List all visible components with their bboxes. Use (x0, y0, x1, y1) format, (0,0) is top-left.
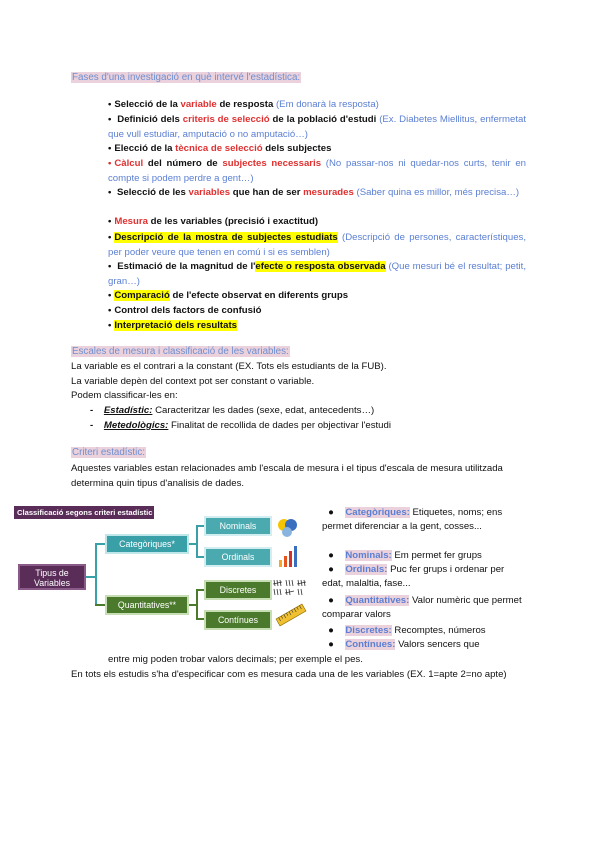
list-item: - Estadístic: Caracteritzar les dades (sexe, edat, antecedents…) (90, 405, 375, 416)
ordinal-box: Ordinals (204, 547, 272, 567)
discrete-box: Discretes (204, 580, 272, 600)
quantitative-box: Quantitatives** (105, 595, 189, 615)
list-item: • Mesura de les variables (precisió i exactitud) (108, 216, 319, 227)
list-item: ● Nominals: Em permet fer grups (328, 550, 482, 561)
bar-chart-icon (278, 544, 300, 568)
paragraph: Podem classificar-les en: (71, 390, 178, 401)
section-heading-scales: Escales de mesura i classificació de les variables: (72, 346, 289, 357)
circles-icon (276, 516, 298, 538)
nominal-box: Nominals (204, 516, 272, 536)
paragraph: La variable es el contrari a la constant (EX. Tots els estudiants de la FUB). (71, 361, 387, 372)
classification-diagram (14, 506, 314, 640)
list-item: • Selecció de la variable de resposta (Em donarà la resposta) (108, 99, 379, 110)
list-item: ● Ordinals: Puc fer grups i ordenar per edat, malaltia, fase... (322, 564, 505, 589)
list-item: • Càlcul del número de subjectes necessaris (No passar-nos ni quedar-nos curts, tenir en compte si podem perdre a gent…) (108, 158, 526, 184)
list-item: • Interpretació dels resultats (108, 320, 237, 331)
list-item: ● Contínues: Valors sencers que (328, 639, 480, 650)
list-item: • Definició dels criteris de selecció de la població d'estudi (Ex. Diabetes Miellitus, enfermetat que vull estudiar, amputació o no amputació…) (108, 114, 526, 140)
root-box: Tipus de Variables (18, 564, 86, 590)
paragraph: En tots els estudis s'ha d'especificar com es mesura cada una de les variables (EX. 1=apte 2=no apte) (71, 669, 507, 680)
list-item: • Control dels factors de confusió (108, 305, 262, 316)
ruler-icon (274, 602, 308, 628)
diagram-title: Classificació segons criteri estadístic (14, 506, 154, 519)
tally-icon (272, 578, 312, 598)
paragraph: entre mig poden trobar valors decimals; per exemple el pes. (108, 654, 363, 665)
paragraph: Aquestes variables estan relacionades amb l'escala de mesura i el tipus d'escala de mesura utilitzada determina quin tipus d'analisis de dades. (71, 463, 503, 489)
paragraph: La variable depèn del context pot ser constant o variable. (71, 376, 315, 387)
list-item: • Estimació de la magnitud de l'efecte o resposta observada (Que mesuri bé el resultat; petit, gran…) (108, 261, 527, 287)
list-item: • Descripció de la mostra de subjectes estudiats (Descripció de persones, característiques, per poder veure que tenen en comú i si es semblen) (108, 232, 527, 258)
categorical-box: Categòriques* (105, 534, 189, 554)
list-item: - Metedològics: Finalitat de recollida de dades per objectivar l'estudi (90, 420, 391, 431)
list-item: ● Categòriques: Etiquetes, noms; ens permet diferenciar a la gent, cosses... (322, 507, 503, 532)
list-item: • Selecció de les variables que han de ser mesurades (Saber quina es millor, més precisa…) (108, 187, 520, 198)
continuous-box: Contínues (204, 610, 272, 630)
section-heading-criteria: Criteri estadístic: (72, 447, 145, 458)
list-item: ● Discretes: Recomptes, números (328, 625, 486, 636)
list-item: ● Quantitatives: Valor numèric que permet comparar valors (322, 595, 522, 620)
list-item: • Comparació de l'efecte observat en diferents grups (108, 290, 349, 301)
section-heading-phases: Fases d'una investigació en què intervé l'estadística: (72, 72, 301, 83)
list-item: • Elecció de la tècnica de selecció dels subjectes (108, 143, 332, 154)
